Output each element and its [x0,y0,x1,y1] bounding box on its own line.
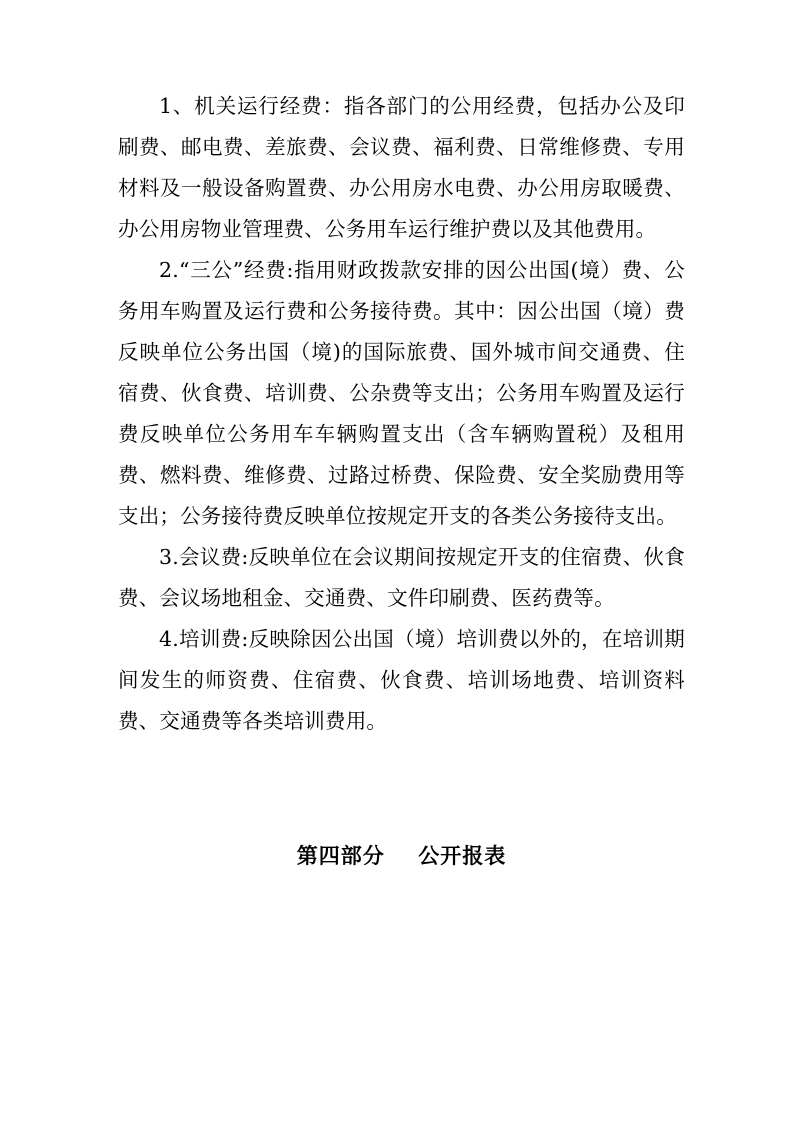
paragraph-three-public-expenses: 2.“三公”经费:指用财政拨款安排的因公出国(境）费、公务用车购置及运行费和公务接待费。其中：因公出国（境）费反映单位公务出国（境)的国际旅费、国外城市间交通费、住宿费、伙食费、培训费、公杂费等支出；公务用车购置及运行费反映单位公务用车车辆购置支出（含车辆购置税）及租用费、燃料费、维修费、过路过桥费、保险费、安全奖励费用等支出；公务接待费反映单位按规定开支的各类公务接待支出。 [118,258,685,528]
section-heading [118,840,685,870]
section-heading-title: 公开报表 [418,843,507,868]
paragraph-operating-expenses: 1、机关运行经费：指各部门的公用经费，包括办公及印刷费、邮电费、差旅费、会议费、福利费、日常维修费、专用材料及一般设备购置费、办公用房水电费、办公用房取暖费、办公用房物业管理费、公务用车运行维护费以及其他费用。 [118,94,685,241]
section-heading-part: 第四部分 [296,843,385,868]
document-body [118,86,685,742]
paragraph-meeting-expenses: 3.会议费:反映单位在会议期间按规定开支的住宿费、伙食费、会议场地租金、交通费、文件印刷费、医药费等。 [118,545,685,610]
paragraph-training-expenses: 4.培训费:反映除因公出国（境）培训费以外的，在培训期间发生的师资费、住宿费、伙食费、培训场地费、培训资料费、交通费等各类培训费用。 [118,627,685,733]
